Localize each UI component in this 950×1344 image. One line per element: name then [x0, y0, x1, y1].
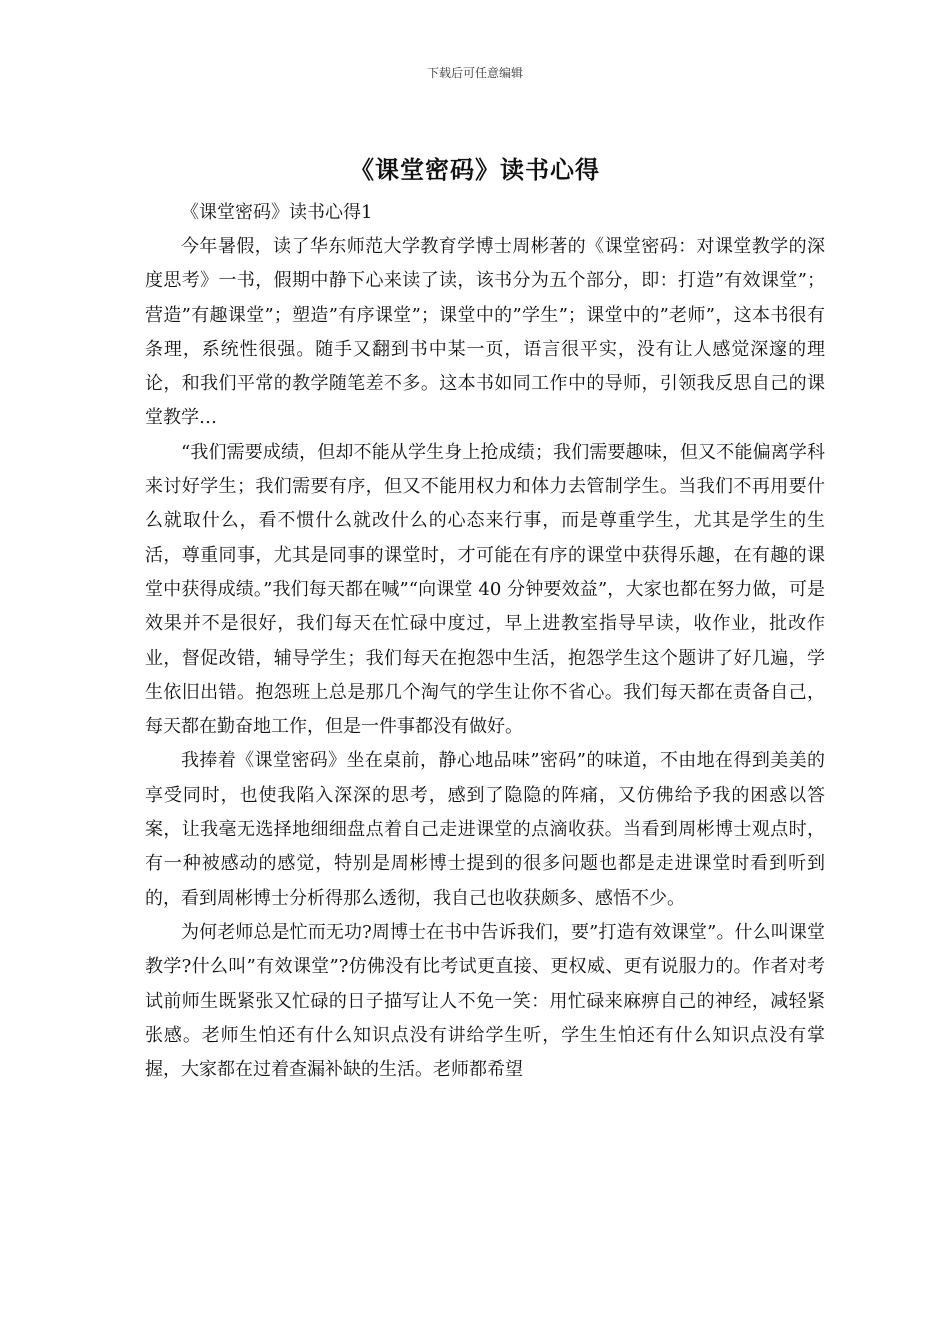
- document-subtitle: 《课堂密码》读书心得1: [181, 202, 373, 223]
- document-body: [145, 196, 825, 1087]
- paragraph-4: 为何老师总是忙而无功?周博士在书中告诉我们，要”打造有效课堂”。什么叫课堂教学?什么叫”有效课堂”?仿佛没有比考试更直接、更权威、更有说服力的。作者对考试前师生既紧张又忙碌的日子描写让人不免一笑：用忙碌来麻痹自己的神经，减轻紧张感。老师生怕还有什么知识点没有讲给学生听，学生生怕还有什么知识点没有掌握，大家都在过着查漏补缺的生活。老师都希望: [145, 921, 825, 1081]
- paragraph-2: “我们需要成绩，但却不能从学生身上抢成绩；我们需要趣味，但又不能偏离学科来讨好学生；我们需要有序，但又不能用权力和体力去管制学生。当我们不再用要什么就取什么，看不惯什么就改什么的心态来行事，而是尊重学生，尤其是学生的生活，尊重同事，尤其是同事的课堂时，才可能在有序的课堂中获得乐趣，在有趣的课堂中获得成绩。”我们每天都在喊”“向课堂 40 分钟要效益”，大家也都在努力做，可是效果并不是很好，我们每天在忙碌中度过，早上进教室指导早读，收作业，批改作业，督促改错，辅导学生；我们每天在抱怨中生活，抱怨学生这个题讲了好几遍，学生依旧出错。抱怨班上总是那几个淘气的学生让你不省心。我们每天都在责备自己，每天都在勤奋地工作，但是一件事都没有做好。: [145, 441, 825, 738]
- header-note: 下载后可任意编辑: [426, 66, 523, 80]
- document-title: 《课堂密码》读书心得: [350, 156, 600, 184]
- paragraph-1: 今年暑假，读了华东师范大学教育学博士周彬著的《课堂密码：对课堂教学的深度思考》一书，假期中静下心来读了读，该书分为五个部分，即：打造”有效课堂”；营造”有趣课堂”；塑造”有序课堂”；课堂中的”学生”；课堂中的”老师”，这本书很有条理，系统性很强。随手又翻到书中某一页，语言很平实，没有让人感觉深邃的理论，和我们平常的教学随笔差不多。这本书如同工作中的导师，引领我反思自己的课堂教学…: [145, 236, 825, 429]
- paragraph-3: 我捧着《课堂密码》坐在桌前，静心地品味”密码”的味道，不由地在得到美美的享受同时，也使我陷入深深的思考，感到了隐隐的阵痛，又仿佛给予我的困惑以答案，让我毫无选择地细细盘点着自己走进课堂的点滴收获。当看到周彬博士观点时，有一种被感动的感觉，特别是周彬博士提到的很多问题也都是走进课堂时看到听到的，看到周彬博士分析得那么透彻，我自己也收获颇多、感悟不少。: [145, 750, 825, 909]
